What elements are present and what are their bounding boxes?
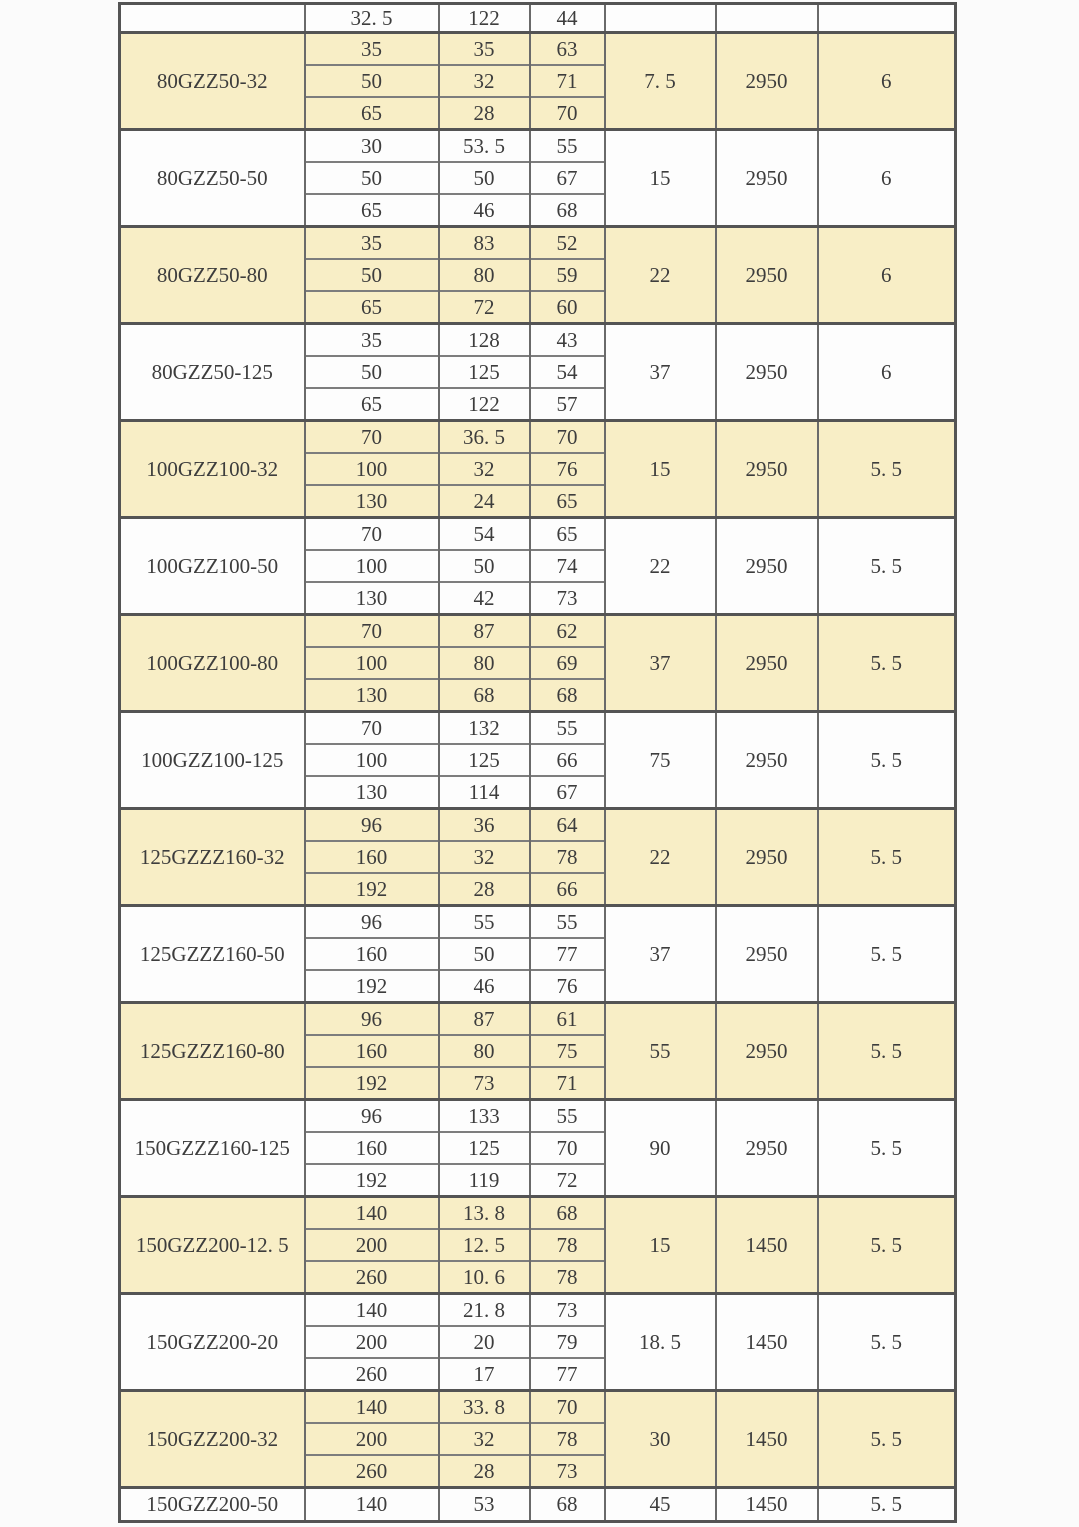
head-cell: 10. 6: [439, 1261, 530, 1294]
efficiency-cell: 70: [530, 97, 605, 130]
power-cell: 22: [605, 809, 716, 906]
flow-cell: 50: [305, 356, 439, 388]
efficiency-cell: 55: [530, 130, 605, 163]
efficiency-cell: 71: [530, 65, 605, 97]
efficiency-cell: 68: [530, 679, 605, 712]
efficiency-cell: 78: [530, 1229, 605, 1261]
model-cell: 100GZZ100-125: [120, 712, 305, 809]
power-cell: 18. 5: [605, 1294, 716, 1391]
efficiency-cell: 78: [530, 1423, 605, 1455]
head-cell: 114: [439, 776, 530, 809]
flow-cell: 130: [305, 485, 439, 518]
flow-cell: 50: [305, 259, 439, 291]
flow-cell: 200: [305, 1326, 439, 1358]
npsh-cell: 5. 5: [818, 518, 956, 615]
table-row: [120, 712, 956, 745]
efficiency-cell: 70: [530, 1132, 605, 1164]
head-cell: 80: [439, 1035, 530, 1067]
pump-performance-table: [118, 2, 957, 1523]
speed-cell: 2950: [716, 906, 818, 1003]
speed-cell: 2950: [716, 518, 818, 615]
efficiency-cell: 66: [530, 744, 605, 776]
flow-cell: 65: [305, 97, 439, 130]
power-cell: 15: [605, 421, 716, 518]
npsh-cell: 5. 5: [818, 1294, 956, 1391]
efficiency-cell: 74: [530, 550, 605, 582]
head-cell: 36. 5: [439, 421, 530, 454]
head-cell: 17: [439, 1358, 530, 1391]
flow-cell: 260: [305, 1358, 439, 1391]
table-row: [120, 809, 956, 842]
speed-cell: 1450: [716, 1488, 818, 1522]
efficiency-cell: 67: [530, 162, 605, 194]
power-cell: 75: [605, 712, 716, 809]
head-cell: 46: [439, 194, 530, 227]
power-cell: [605, 4, 716, 33]
efficiency-cell: 57: [530, 388, 605, 421]
pump-performance-table-body: [120, 4, 956, 1522]
model-cell: 125GZZZ160-32: [120, 809, 305, 906]
npsh-cell: 5. 5: [818, 1100, 956, 1197]
efficiency-cell: 78: [530, 841, 605, 873]
flow-cell: 100: [305, 453, 439, 485]
flow-cell: 50: [305, 65, 439, 97]
head-cell: 87: [439, 615, 530, 648]
speed-cell: 2950: [716, 1003, 818, 1100]
efficiency-cell: 68: [530, 1488, 605, 1522]
power-cell: 37: [605, 906, 716, 1003]
npsh-cell: 6: [818, 130, 956, 227]
head-cell: 53. 5: [439, 130, 530, 163]
table-row: [120, 33, 956, 66]
efficiency-cell: 78: [530, 1261, 605, 1294]
speed-cell: 1450: [716, 1391, 818, 1488]
head-cell: 36: [439, 809, 530, 842]
head-cell: 42: [439, 582, 530, 615]
npsh-cell: 5. 5: [818, 809, 956, 906]
efficiency-cell: 76: [530, 970, 605, 1003]
efficiency-cell: 63: [530, 33, 605, 66]
efficiency-cell: 54: [530, 356, 605, 388]
npsh-cell: 5. 5: [818, 615, 956, 712]
flow-cell: 30: [305, 130, 439, 163]
table-row: [120, 615, 956, 648]
flow-cell: 192: [305, 1067, 439, 1100]
model-cell: 80GZZ50-50: [120, 130, 305, 227]
model-cell: 125GZZZ160-50: [120, 906, 305, 1003]
flow-cell: 35: [305, 227, 439, 260]
head-cell: 55: [439, 906, 530, 939]
table-row: [120, 518, 956, 551]
head-cell: 13. 8: [439, 1197, 530, 1230]
efficiency-cell: 64: [530, 809, 605, 842]
head-cell: 83: [439, 227, 530, 260]
flow-cell: 100: [305, 550, 439, 582]
head-cell: 20: [439, 1326, 530, 1358]
flow-cell: 200: [305, 1229, 439, 1261]
efficiency-cell: 68: [530, 1197, 605, 1230]
speed-cell: 2950: [716, 130, 818, 227]
power-cell: 15: [605, 130, 716, 227]
flow-cell: 100: [305, 647, 439, 679]
model-cell: 125GZZZ160-80: [120, 1003, 305, 1100]
head-cell: 80: [439, 259, 530, 291]
head-cell: 50: [439, 550, 530, 582]
flow-cell: 130: [305, 776, 439, 809]
efficiency-cell: 59: [530, 259, 605, 291]
speed-cell: 2950: [716, 227, 818, 324]
power-cell: 15: [605, 1197, 716, 1294]
head-cell: 46: [439, 970, 530, 1003]
flow-cell: 70: [305, 712, 439, 745]
head-cell: 54: [439, 518, 530, 551]
efficiency-cell: 61: [530, 1003, 605, 1036]
model-cell: 100GZZ100-32: [120, 421, 305, 518]
efficiency-cell: 76: [530, 453, 605, 485]
speed-cell: 2950: [716, 324, 818, 421]
npsh-cell: 5. 5: [818, 421, 956, 518]
flow-cell: 65: [305, 194, 439, 227]
flow-cell: 140: [305, 1488, 439, 1522]
efficiency-cell: 65: [530, 485, 605, 518]
flow-cell: 65: [305, 291, 439, 324]
npsh-cell: 5. 5: [818, 1391, 956, 1488]
table-row: [120, 421, 956, 454]
speed-cell: [716, 4, 818, 33]
efficiency-cell: 60: [530, 291, 605, 324]
head-cell: 28: [439, 1455, 530, 1488]
table-row: [120, 4, 956, 33]
flow-cell: 160: [305, 938, 439, 970]
head-cell: 132: [439, 712, 530, 745]
flow-cell: 200: [305, 1423, 439, 1455]
speed-cell: 1450: [716, 1294, 818, 1391]
head-cell: 24: [439, 485, 530, 518]
head-cell: 32: [439, 1423, 530, 1455]
npsh-cell: 6: [818, 324, 956, 421]
flow-cell: 140: [305, 1391, 439, 1424]
efficiency-cell: 62: [530, 615, 605, 648]
head-cell: 73: [439, 1067, 530, 1100]
head-cell: 32: [439, 841, 530, 873]
table-row: [120, 227, 956, 260]
model-cell: [120, 4, 305, 33]
efficiency-cell: 65: [530, 518, 605, 551]
power-cell: 22: [605, 518, 716, 615]
power-cell: 30: [605, 1391, 716, 1488]
power-cell: 55: [605, 1003, 716, 1100]
model-cell: 80GZZ50-80: [120, 227, 305, 324]
head-cell: 68: [439, 679, 530, 712]
table-row: [120, 1391, 956, 1424]
efficiency-cell: 43: [530, 324, 605, 357]
flow-cell: 96: [305, 906, 439, 939]
efficiency-cell: 52: [530, 227, 605, 260]
head-cell: 33. 8: [439, 1391, 530, 1424]
speed-cell: 2950: [716, 1100, 818, 1197]
power-cell: 37: [605, 324, 716, 421]
head-cell: 122: [439, 388, 530, 421]
flow-cell: 35: [305, 33, 439, 66]
efficiency-cell: 70: [530, 1391, 605, 1424]
speed-cell: 2950: [716, 615, 818, 712]
efficiency-cell: 77: [530, 1358, 605, 1391]
flow-cell: 50: [305, 162, 439, 194]
speed-cell: 2950: [716, 712, 818, 809]
head-cell: 50: [439, 162, 530, 194]
flow-cell: 35: [305, 324, 439, 357]
flow-cell: 260: [305, 1455, 439, 1488]
model-cell: 100GZZ100-80: [120, 615, 305, 712]
speed-cell: 2950: [716, 421, 818, 518]
efficiency-cell: 68: [530, 194, 605, 227]
flow-cell: 130: [305, 679, 439, 712]
npsh-cell: 5. 5: [818, 1488, 956, 1522]
speed-cell: 2950: [716, 809, 818, 906]
table-row: [120, 1197, 956, 1230]
flow-cell: 96: [305, 1100, 439, 1133]
speed-cell: 2950: [716, 33, 818, 130]
efficiency-cell: 66: [530, 873, 605, 906]
table-row: [120, 906, 956, 939]
efficiency-cell: 73: [530, 582, 605, 615]
flow-cell: 140: [305, 1294, 439, 1327]
head-cell: 28: [439, 97, 530, 130]
npsh-cell: 5. 5: [818, 906, 956, 1003]
head-cell: 21. 8: [439, 1294, 530, 1327]
efficiency-cell: 73: [530, 1294, 605, 1327]
efficiency-cell: 55: [530, 712, 605, 745]
head-cell: 119: [439, 1164, 530, 1197]
flow-cell: 70: [305, 615, 439, 648]
model-cell: 80GZZ50-32: [120, 33, 305, 130]
head-cell: 32: [439, 453, 530, 485]
head-cell: 122: [439, 4, 530, 33]
flow-cell: 160: [305, 1132, 439, 1164]
head-cell: 28: [439, 873, 530, 906]
efficiency-cell: 79: [530, 1326, 605, 1358]
flow-cell: 32. 5: [305, 4, 439, 33]
head-cell: 125: [439, 356, 530, 388]
flow-cell: 192: [305, 1164, 439, 1197]
flow-cell: 96: [305, 1003, 439, 1036]
table-row: [120, 1488, 956, 1522]
npsh-cell: [818, 4, 956, 33]
head-cell: 32: [439, 65, 530, 97]
flow-cell: 65: [305, 388, 439, 421]
power-cell: 22: [605, 227, 716, 324]
head-cell: 72: [439, 291, 530, 324]
npsh-cell: 6: [818, 227, 956, 324]
model-cell: 150GZZ200-20: [120, 1294, 305, 1391]
head-cell: 133: [439, 1100, 530, 1133]
model-cell: 150GZZ200-32: [120, 1391, 305, 1488]
head-cell: 87: [439, 1003, 530, 1036]
flow-cell: 100: [305, 744, 439, 776]
model-cell: 80GZZ50-125: [120, 324, 305, 421]
efficiency-cell: 70: [530, 421, 605, 454]
head-cell: 125: [439, 1132, 530, 1164]
flow-cell: 96: [305, 809, 439, 842]
power-cell: 90: [605, 1100, 716, 1197]
flow-cell: 260: [305, 1261, 439, 1294]
flow-cell: 140: [305, 1197, 439, 1230]
flow-cell: 70: [305, 518, 439, 551]
efficiency-cell: 77: [530, 938, 605, 970]
npsh-cell: 6: [818, 33, 956, 130]
flow-cell: 192: [305, 970, 439, 1003]
flow-cell: 160: [305, 1035, 439, 1067]
efficiency-cell: 67: [530, 776, 605, 809]
head-cell: 35: [439, 33, 530, 66]
efficiency-cell: 55: [530, 906, 605, 939]
model-cell: 100GZZ100-50: [120, 518, 305, 615]
head-cell: 12. 5: [439, 1229, 530, 1261]
table-row: [120, 1100, 956, 1133]
efficiency-cell: 44: [530, 4, 605, 33]
flow-cell: 160: [305, 841, 439, 873]
efficiency-cell: 71: [530, 1067, 605, 1100]
efficiency-cell: 72: [530, 1164, 605, 1197]
head-cell: 125: [439, 744, 530, 776]
speed-cell: 1450: [716, 1197, 818, 1294]
flow-cell: 130: [305, 582, 439, 615]
table-row: [120, 324, 956, 357]
efficiency-cell: 73: [530, 1455, 605, 1488]
npsh-cell: 5. 5: [818, 1197, 956, 1294]
efficiency-cell: 69: [530, 647, 605, 679]
model-cell: 150GZZ200-12. 5: [120, 1197, 305, 1294]
model-cell: 150GZZZ160-125: [120, 1100, 305, 1197]
power-cell: 37: [605, 615, 716, 712]
npsh-cell: 5. 5: [818, 1003, 956, 1100]
head-cell: 53: [439, 1488, 530, 1522]
table-row: [120, 1294, 956, 1327]
model-cell: 150GZZ200-50: [120, 1488, 305, 1522]
power-cell: 7. 5: [605, 33, 716, 130]
npsh-cell: 5. 5: [818, 712, 956, 809]
head-cell: 128: [439, 324, 530, 357]
table-row: [120, 1003, 956, 1036]
table-row: [120, 130, 956, 163]
flow-cell: 70: [305, 421, 439, 454]
head-cell: 80: [439, 647, 530, 679]
power-cell: 45: [605, 1488, 716, 1522]
efficiency-cell: 75: [530, 1035, 605, 1067]
head-cell: 50: [439, 938, 530, 970]
efficiency-cell: 55: [530, 1100, 605, 1133]
flow-cell: 192: [305, 873, 439, 906]
